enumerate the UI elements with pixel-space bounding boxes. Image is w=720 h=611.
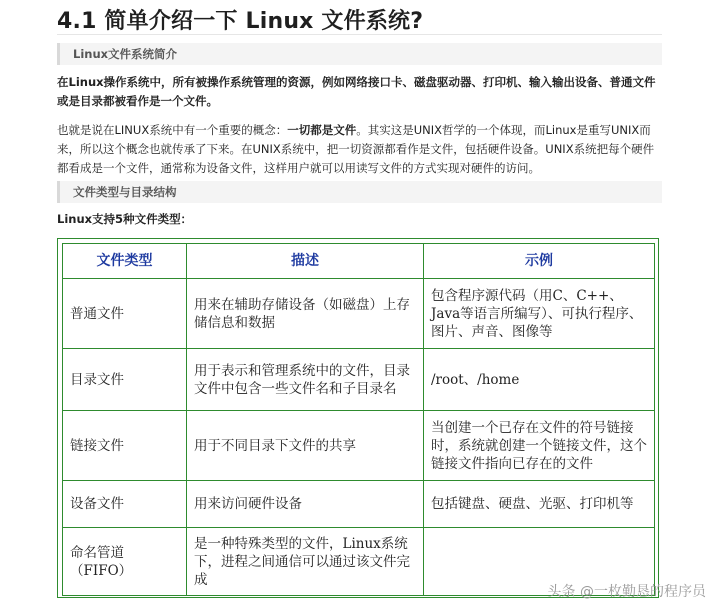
table-row <box>63 411 655 481</box>
table-row <box>63 481 655 528</box>
table-cell: 目录文件 <box>63 349 187 411</box>
header-cell: 描述 <box>187 244 424 279</box>
table-row <box>63 279 655 349</box>
header-cell: 示例 <box>424 244 655 279</box>
concept-text-pre: 也就是说在LINUX系统中有一个重要的概念： <box>57 123 288 137</box>
table-cell: 命名管道（FIFO） <box>63 528 187 596</box>
concept-paragraph <box>57 121 662 178</box>
table-cell: 用来访问硬件设备 <box>187 481 424 528</box>
table-cell: /root、/home <box>424 349 655 411</box>
table-cell: 用来在辅助存储设备（如磁盘）上存储信息和数据 <box>187 279 424 349</box>
header-cell: 文件类型 <box>63 244 187 279</box>
file-types-table <box>62 243 655 596</box>
table-header-row <box>63 244 655 279</box>
concept-emphasis: 一切都是文件 <box>287 123 357 137</box>
watermark: 头条 @一枚勤恳的程序员 <box>547 584 706 600</box>
table-cell: 用于表示和管理系统中的文件，目录文件中包含一些文件名和子目录名 <box>187 349 424 411</box>
types-intro: Linux支持5种文件类型： <box>57 212 193 226</box>
table-cell: 用于不同目录下文件的共享 <box>187 411 424 481</box>
concept-text-post: 。其实这是UNIX哲学的一个体现，而Linux是重写UNIX而来，所以这个概念也就传承了下来。在UNIX系统中，把一切资源都看作是文件，包括硬件设备。UNIX系统把每个硬件都看成是一个文件，通常称为设备文件，这样用户就可以用读写文件的方式实现对硬件的访问。 <box>57 123 655 175</box>
section-heading-intro: Linux文件系统简介 <box>57 43 662 65</box>
title-divider <box>57 34 662 35</box>
table-cell: 链接文件 <box>63 411 187 481</box>
table-cell: 当创建一个已存在文件的符号链接时，系统就创建一个链接文件，这个链接文件指向已存在的文件 <box>424 411 655 481</box>
table-cell: 是一种特殊类型的文件，Linux系统下，进程之间通信可以通过该文件完成 <box>187 528 424 596</box>
table-cell: 设备文件 <box>63 481 187 528</box>
file-types-table-frame <box>57 238 659 598</box>
table-cell: 普通文件 <box>63 279 187 349</box>
table-row <box>63 349 655 411</box>
section-heading-types: 文件类型与目录结构 <box>57 181 662 203</box>
intro-paragraph: 在Linux操作系统中，所有被操作系统管理的资源，例如网络接口卡、磁盘驱动器、打印机、输入输出设备、普通文件或是目录都被看作是一个文件。 <box>57 75 656 108</box>
page-title: 4.1 简单介绍一下 Linux 文件系统? <box>57 9 424 34</box>
table-cell: 包含程序源代码（用C、C++、Java等语言所编写）、可执行程序、图片、声音、图像等 <box>424 279 655 349</box>
table-cell: 包括键盘、硬盘、光驱、打印机等 <box>424 481 655 528</box>
